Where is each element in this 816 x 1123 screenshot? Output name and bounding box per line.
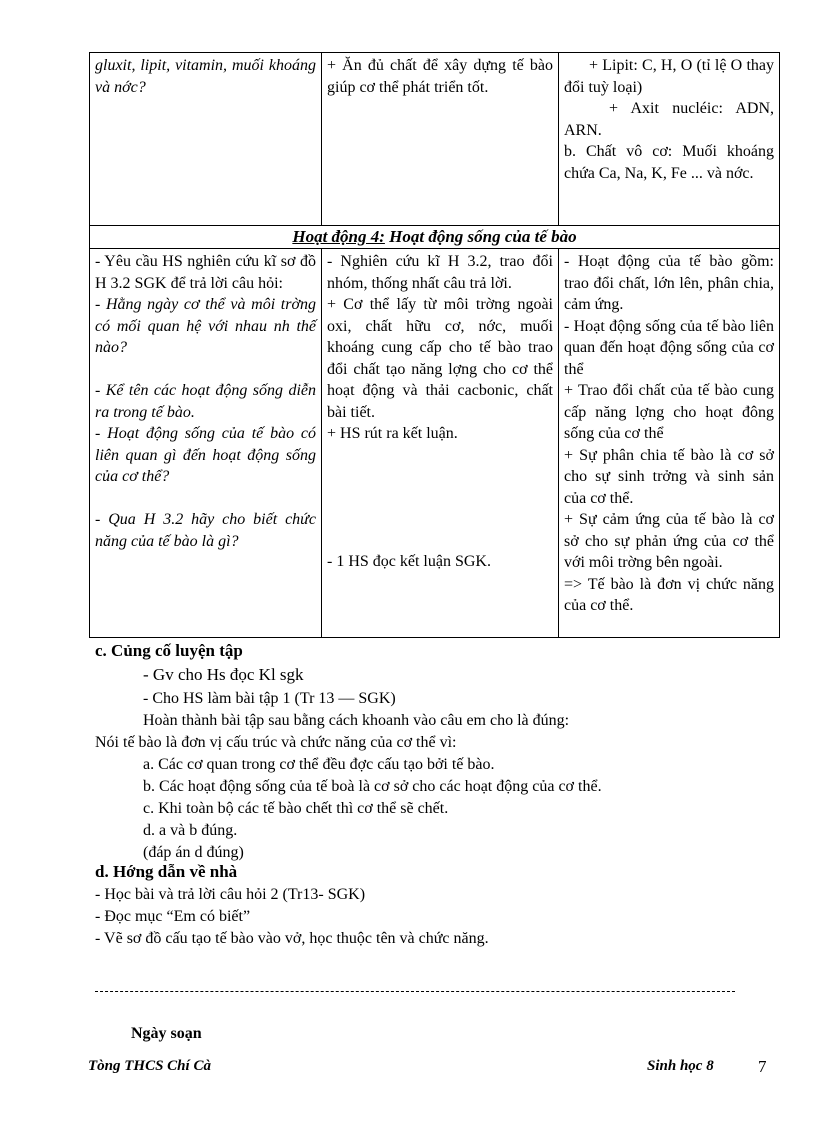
table1-col1	[90, 53, 322, 226]
activity-label: Hoạt động 4:	[292, 227, 385, 246]
table2-col2	[322, 249, 559, 638]
table2-col1	[90, 249, 322, 638]
cell-text: gluxit, lipit, vitamin, muối khoáng và nớc?	[95, 57, 316, 96]
option-d: d. a và b đúng.	[143, 822, 238, 839]
table-row	[90, 53, 780, 226]
cell-text: + Ăn đủ chất để xây dựng tế bào giúp cơ thể phát triển tốt.	[327, 57, 553, 96]
section-c-line1: - Gv cho Hs đọc Kl sgk	[143, 665, 304, 684]
separator-line	[95, 991, 735, 992]
cell-text: + Lipit: C, H, O (tỉ lệ O thay đổi tuỳ loại)	[564, 57, 774, 96]
activity-title: Hoạt động sống của tế bào	[384, 227, 577, 246]
table1-col2	[322, 53, 559, 226]
section-c-title: c. Củng cố luyện tập	[95, 641, 243, 660]
table-row	[90, 249, 780, 638]
section-d-line1: - Học bài và trả lời câu hỏi 2 (Tr13- SGK)	[95, 886, 366, 903]
answer-note: (đáp án d đúng)	[143, 844, 244, 861]
table1-col3	[559, 53, 780, 226]
cell-text: - Hoạt động sống của tế bào liên quan đến hoạt động sống của cơ thể	[564, 317, 774, 378]
cell-text: + Sự phân chia tế bào là cơ sở cho sự sinh trởng và sinh sản của cơ thể.	[564, 446, 774, 507]
cell-text: => Tế bào là đơn vị chức năng của cơ thể.	[564, 575, 774, 614]
cell-text: - Hằng ngày cơ thể và môi trờng có mối quan hệ với nhau nh thế nào?	[95, 296, 316, 356]
cell-text: - Hoạt động của tế bào gồm: trao đổi chất, lớn lên, phân chia, cảm ứng.	[564, 253, 774, 313]
cell-text: b. Chất vô cơ: Muối khoáng chứa Ca, Na, K, Fe ... và nớc.	[564, 143, 774, 182]
cell-text: - Hoạt động sống của tế bào có liên quan gì đến hoạt động sống của cơ thể?	[95, 425, 316, 485]
section-c-line2: - Cho HS làm bài tập 1 (Tr 13 — SGK)	[143, 690, 396, 707]
activity-heading	[89, 226, 780, 248]
cell-text: + Axit nucléic: ADN, ARN.	[564, 100, 774, 139]
cell-text: - Kể tên các hoạt động sống diễn ra trong tế bào.	[95, 382, 316, 421]
table2-col3	[559, 249, 780, 638]
option-b: b. Các hoạt động sống của tế boà là cơ sở cho các hoạt động của cơ thể.	[143, 778, 602, 795]
cell-text: + HS rút ra kết luận.	[327, 425, 458, 442]
section-d-line2: - Đọc mục “Em có biết”	[95, 908, 251, 925]
section-c-line3: Hoàn thành bài tập sau bằng cách khoanh vào câu em cho là đúng:	[143, 712, 570, 729]
cell-text: - Nghiên cứu kĩ H 3.2, trao đổi nhóm, thống nhất câu trả lời.	[327, 253, 553, 292]
section-d-line3: - Vẽ sơ đồ cấu tạo tế bào vào vở, học thuộc tên và chức năng.	[95, 930, 489, 947]
option-c: c. Khi toàn bộ các tế bào chết thì cơ thể sẽ chết.	[143, 800, 449, 817]
footer-subject: Sinh học 8	[647, 1058, 714, 1074]
table-activity-4	[89, 248, 780, 638]
cell-text: + Trao đổi chất của tế bào cung cấp năng lợng cho hoạt đông sống của cơ thể	[564, 382, 774, 442]
footer-school: Tòng THCS Chí Cà	[88, 1058, 211, 1074]
cell-text: + Sự cảm ứng của tế bào là cơ sở cho sự phản ứng của cơ thể với môi trờng bên ngoài.	[564, 511, 774, 571]
cell-text: + Cơ thể lấy từ môi trờng ngoài oxi, chất hữu cơ, nớc, muối khoáng cung cấp cho tế bào trao đổi chất tạo năng lợng cho cơ thể hoạt động và thải cacbonic, chất bài tiết.	[327, 296, 553, 421]
cell-text: - Qua H 3.2 hãy cho biết chức năng của tế bào là gì?	[95, 511, 316, 550]
option-a: a. Các cơ quan trong cơ thể đều đợc cấu tạo bởi tế bào.	[143, 756, 495, 773]
cell-text: - 1 HS đọc kết luận SGK.	[327, 552, 491, 570]
section-c-line4: Nói tế bào là đơn vị cấu trúc và chức năng của cơ thể vì:	[95, 734, 457, 751]
table-continued	[89, 52, 780, 226]
section-d-title: d. Hớng dẫn về nhà	[95, 862, 238, 881]
ngay-soan: Ngày soạn	[131, 1025, 202, 1042]
cell-text: - Yêu cầu HS nghiên cứu kĩ sơ đồ H 3.2 SGK để trả lời câu hỏi:	[95, 253, 316, 292]
page-number: 7	[758, 1057, 767, 1076]
